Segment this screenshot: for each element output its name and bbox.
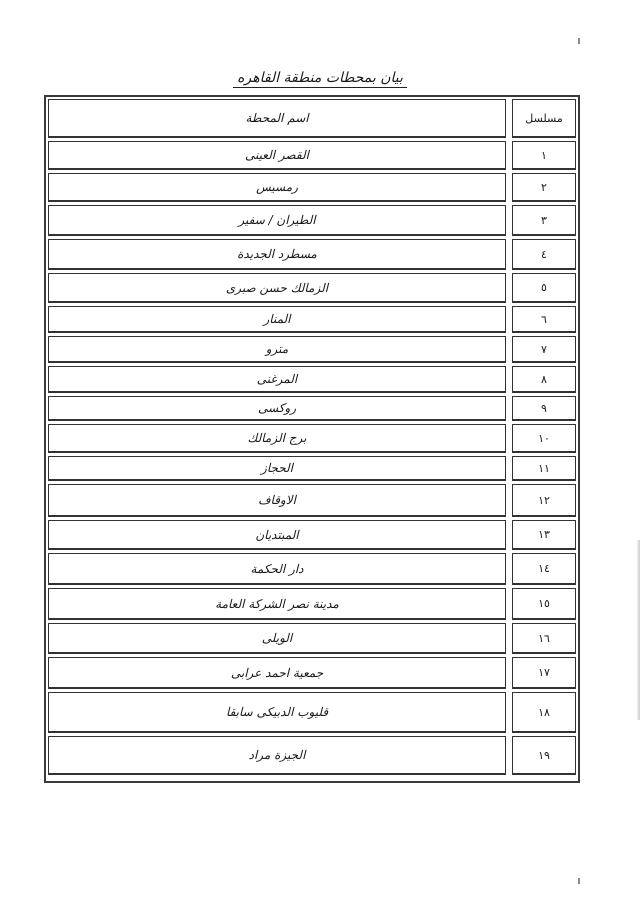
table-header-row [48, 99, 576, 138]
table-row [48, 424, 576, 453]
station-name-cell: الاوقاف [48, 484, 506, 517]
table-row [48, 336, 576, 363]
serial-number-cell: ١٧ [512, 657, 576, 689]
station-name-cell: الطيران / سفير [48, 205, 506, 236]
serial-number-cell: ١ [512, 141, 576, 170]
station-name-cell: الجيزة مراد [48, 736, 506, 775]
serial-number-cell: ٧ [512, 336, 576, 363]
station-name-cell: دار الحكمة [48, 553, 506, 585]
table-row [48, 205, 576, 236]
serial-number-cell: ٨ [512, 366, 576, 393]
station-name-cell: القصر العينى [48, 141, 506, 170]
station-name-cell: مترو [48, 336, 506, 363]
table-row [48, 588, 576, 620]
table-row [48, 736, 576, 775]
serial-number-cell: ١٤ [512, 553, 576, 585]
table-row [48, 306, 576, 333]
table-row [48, 553, 576, 585]
table-row [48, 396, 576, 421]
station-name-cell: روكسى [48, 396, 506, 421]
station-name-cell: المبتديان [48, 520, 506, 550]
station-name-cell: الزمالك حسن صبرى [48, 273, 506, 303]
serial-number-cell: ١٥ [512, 588, 576, 620]
table-row [48, 484, 576, 517]
table-row [48, 366, 576, 393]
serial-number-cell: ٥ [512, 273, 576, 303]
station-name-cell: برج الزمالك [48, 424, 506, 453]
scan-speck [578, 38, 580, 44]
serial-number-cell: ١٢ [512, 484, 576, 517]
serial-number-cell: ٩ [512, 396, 576, 421]
serial-number-cell: ٣ [512, 205, 576, 236]
serial-number-cell: ١٨ [512, 692, 576, 733]
table-row [48, 692, 576, 733]
document-title-container [0, 70, 640, 86]
table-row [48, 520, 576, 550]
station-name-cell: مدينة نصر الشركة العامة [48, 588, 506, 620]
serial-number-cell: ١٣ [512, 520, 576, 550]
serial-number-cell: ٤ [512, 239, 576, 270]
station-name-cell: الويلى [48, 623, 506, 654]
table-row [48, 623, 576, 654]
table-row [48, 141, 576, 170]
table-row [48, 173, 576, 202]
station-name-cell: رمسيس [48, 173, 506, 202]
table-row [48, 456, 576, 481]
serial-number-cell: ١١ [512, 456, 576, 481]
table-row [48, 273, 576, 303]
station-name-cell: المنار [48, 306, 506, 333]
serial-number-cell: ١٠ [512, 424, 576, 453]
station-name-cell: الحجاز [48, 456, 506, 481]
table-row [48, 239, 576, 270]
serial-number-cell: ١٩ [512, 736, 576, 775]
station-name-cell: جمعية احمد عرابى [48, 657, 506, 689]
serial-number-cell: ٦ [512, 306, 576, 333]
scan-speck [578, 878, 580, 884]
header-serial: مسلسل [512, 99, 576, 138]
serial-number-cell: ١٦ [512, 623, 576, 654]
header-station-name: اسم المحطة [48, 99, 506, 138]
station-name-cell: المرغنى [48, 366, 506, 393]
station-name-cell: مسطرد الجديدة [48, 239, 506, 270]
station-name-cell: قليوب الدبيكى سابقا [48, 692, 506, 733]
table-row [48, 657, 576, 689]
serial-number-cell: ٢ [512, 173, 576, 202]
document-title: بيان بمحطات منطقة القاهره [233, 70, 407, 88]
